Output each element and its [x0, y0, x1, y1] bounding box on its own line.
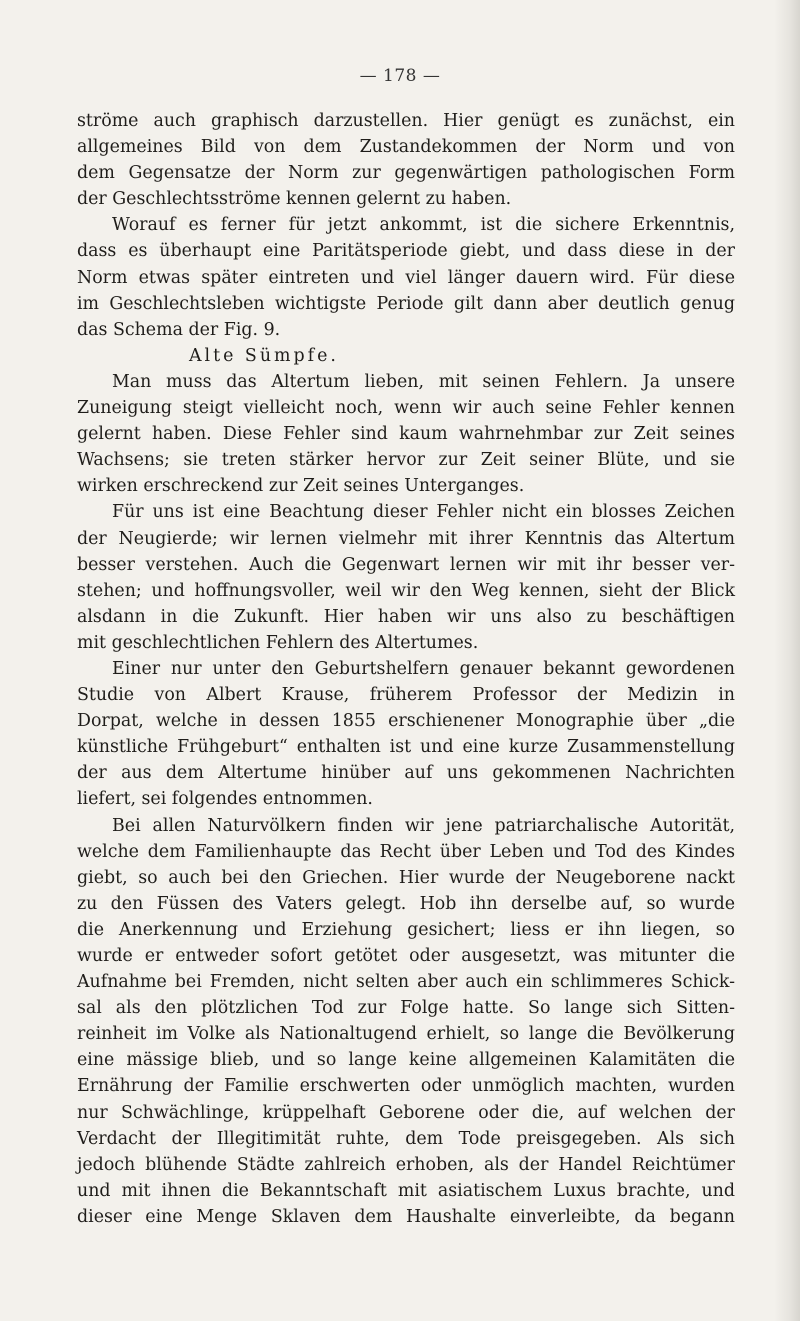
text-line: Für uns ist eine Beachtung dieser Fehler nicht ein blosses Zeichen [112, 502, 735, 523]
text-line: künstliche Frühgeburt“ enthalten ist und eine kurze Zusammenstellung [77, 737, 735, 758]
text-line: Zuneigung steigt vielleicht noch, wenn wir auch seine Fehler kennen [77, 398, 735, 419]
text-line: allgemeines Bild von dem Zustandekommen der Norm und von [77, 137, 735, 158]
text-line: welche dem Familienhaupte das Recht über Leben und Tod des Kindes [77, 841, 735, 862]
text-line: das Schema der Fig. 9. [77, 319, 281, 340]
text-line: reinheit im Volke als Nationaltugend erhielt, so lange die Bevölkerung [77, 1024, 735, 1045]
text-line: Wachsens; sie treten stärker hervor zur Zeit seiner Blüte, und sie [77, 450, 735, 471]
section-heading: Alte Sümpfe. [189, 345, 339, 366]
text-line: zu den Füssen des Vaters gelegt. Hob ihn derselbe auf, so wurde [77, 893, 735, 914]
text-line: Man muss das Altertum lieben, mit seinen Fehlern. Ja unsere [112, 371, 735, 392]
body-text [77, 108, 735, 1230]
text-line: die Anerkennung und Erziehung gesichert; liess er ihn liegen, so [77, 919, 735, 940]
text-line: nur Schwächlinge, krüppelhaft Geborene oder die, auf welchen der [77, 1102, 735, 1123]
text-line: der Neugierde; wir lernen vielmehr mit ihrer Kenntnis das Altertum [77, 528, 735, 549]
text-line: Dorpat, welche in dessen 1855 erschienener Monographie über „die [77, 711, 735, 732]
text-line: jedoch blühende Städte zahlreich erhoben, als der Handel Reichtümer [77, 1154, 735, 1175]
text-line: ströme auch graphisch darzustellen. Hier genügt es zunächst, ein [77, 111, 735, 131]
text-line: und mit ihnen die Bekanntschaft mit asiatischem Luxus brachte, und [77, 1180, 735, 1201]
text-line: wirken erschreckend zur Zeit seines Unterganges. [77, 476, 525, 497]
text-line: mit geschlechtlichen Fehlern des Altertumes. [77, 632, 479, 653]
text-line: der Geschlechtsströme kennen gelernt zu haben. [77, 189, 512, 210]
text-line: Studie von Albert Krause, früherem Professor der Medizin in [77, 685, 735, 706]
text-line: Bei allen Naturvölkern finden wir jene patriarchalische Autorität, [112, 815, 735, 836]
text-line: gelernt haben. Diese Fehler sind kaum wahrnehmbar zur Zeit seines [77, 424, 735, 445]
text-line: Ernährung der Familie erschwerten oder unmöglich machten, wurden [77, 1076, 735, 1097]
text-line: alsdann in die Zukunft. Hier haben wir uns also zu beschäftigen [77, 606, 735, 627]
text-line: Einer nur unter den Geburtshelfern genauer bekannt gewordenen [112, 658, 735, 679]
text-line: wurde er entweder sofort getötet oder ausgesetzt, was mitunter die [77, 946, 735, 966]
text-line: Worauf es ferner für jetzt ankommt, ist die sichere Erkenntnis, [112, 215, 735, 236]
text-line: stehen; und hoffnungsvoller, weil wir den Weg kennen, sieht der Blick [77, 580, 735, 601]
text-line: dass es überhaupt eine Paritätsperiode giebt, und dass diese in der [77, 241, 735, 262]
page-edge-shadow [774, 0, 800, 1321]
text-line: Norm etwas später eintreten und viel länger dauern wird. Für diese [77, 267, 735, 288]
text-line: liefert, sei folgendes entnommen. [77, 789, 373, 810]
text-line: giebt, so auch bei den Griechen. Hier wurde der Neugeborene nackt [77, 867, 735, 888]
text-line: der aus dem Altertume hinüber auf uns gekommenen Nachrichten [77, 763, 735, 784]
text-line: Verdacht der Illegitimität ruhte, dem Tode preisgegeben. Als sich [77, 1128, 735, 1149]
text-line: besser verstehen. Auch die Gegenwart lernen wir mit ihr besser ver- [77, 554, 735, 575]
text-line: im Geschlechtsleben wichtigste Periode gilt dann aber deutlich genug [77, 293, 735, 314]
text-line: Aufnahme bei Fremden, nicht selten aber auch ein schlimmeres Schick- [77, 972, 735, 993]
text-line: dieser eine Menge Sklaven dem Haushalte einverleibte, da begann [77, 1206, 735, 1227]
text-line: eine mässige blieb, und so lange keine allgemeinen Kalamitäten die [77, 1050, 735, 1071]
text-line: dem Gegensatze der Norm zur gegenwärtigen pathologischen Form [77, 163, 735, 184]
page-number: — 178 — [359, 66, 441, 86]
text-line: sal als den plötzlichen Tod zur Folge hatte. So lange sich Sitten- [77, 998, 735, 1019]
